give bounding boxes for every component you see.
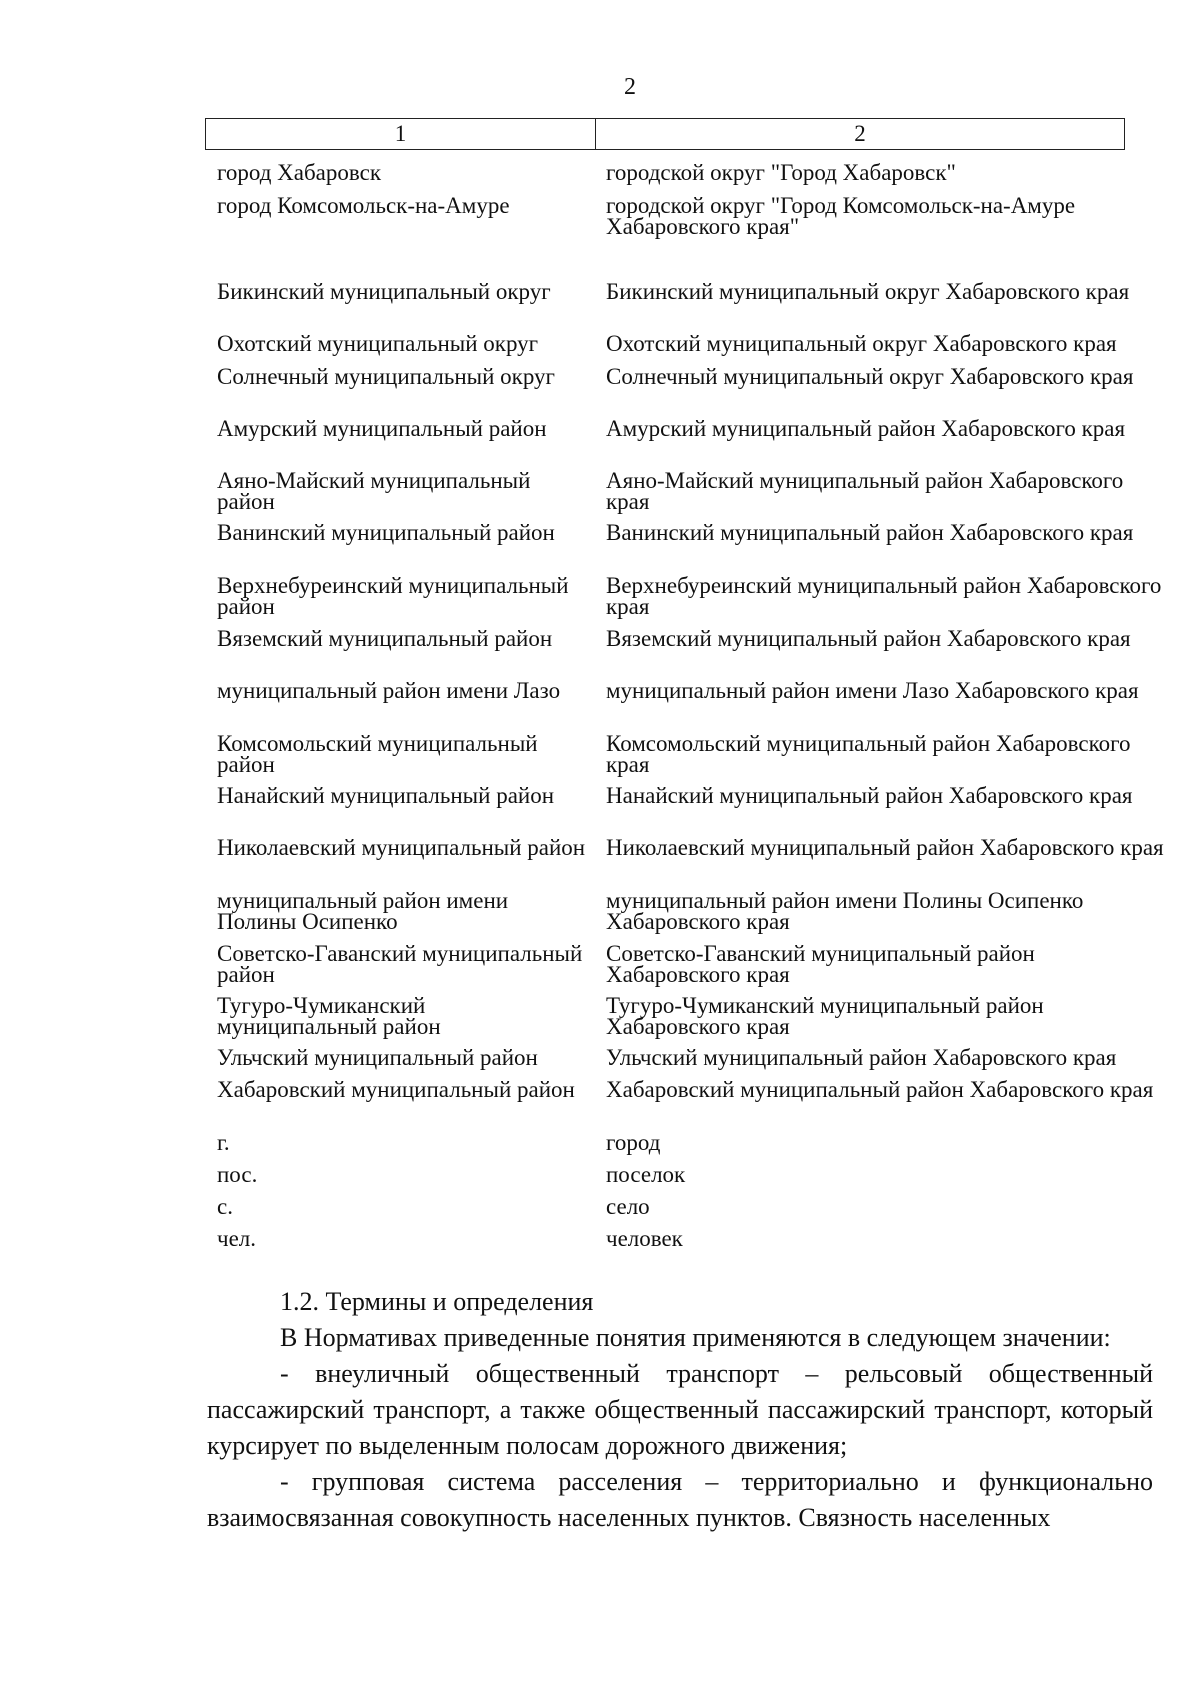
abbreviation-cell: Аяно-Майский муниципальный район xyxy=(217,468,531,514)
table-header xyxy=(205,118,1125,150)
abbreviation-cell: Тугуро-Чумиканский муниципальный район xyxy=(217,993,441,1039)
full-name-cell: Верхнебуреинский муниципальный район Хабаровского края xyxy=(606,573,1162,619)
full-name-cell: муниципальный район имени Полины Осипенко Хабаровского края xyxy=(606,888,1084,934)
column-header-1: 1 xyxy=(206,119,596,149)
abbreviation-cell: Бикинский муниципальный округ xyxy=(217,279,551,304)
paragraph: - внеуличный общественный транспорт – рельсовый общественный пассажирский транспорт, а также общественный пассажирский транспорт, который курсирует по выделенным полосам дорожного движения; xyxy=(207,1359,1153,1460)
abbreviation-cell: город Хабаровск xyxy=(217,160,381,185)
paragraph: - групповая система расселения – территориально и функционально взаимосвязанная совокупность населенных пунктов. Связность населенных xyxy=(207,1467,1153,1532)
full-name-cell: Бикинский муниципальный округ Хабаровского края xyxy=(606,279,1130,304)
full-name-cell: Тугуро-Чумиканский муниципальный район Хабаровского края xyxy=(606,993,1044,1039)
abbreviation-cell: Ульчский муниципальный район xyxy=(217,1045,538,1070)
full-name-cell: Вяземский муниципальный район Хабаровского края xyxy=(606,626,1131,651)
full-name-cell: человек xyxy=(606,1226,683,1251)
paragraph: В Нормативах приведенные понятия применяются в следующем значении: xyxy=(280,1323,1111,1352)
full-name-cell: Ванинский муниципальный район Хабаровского края xyxy=(606,520,1134,545)
full-name-cell: Нанайский муниципальный район Хабаровского края xyxy=(606,783,1133,808)
full-name-cell: Солнечный муниципальный округ Хабаровского края xyxy=(606,364,1134,389)
full-name-cell: город xyxy=(606,1130,661,1155)
full-name-cell: Хабаровский муниципальный район Хабаровского края xyxy=(606,1077,1154,1102)
abbreviation-cell: Ванинский муниципальный район xyxy=(217,520,555,545)
full-name-cell: муниципальный район имени Лазо Хабаровского края xyxy=(606,678,1139,703)
abbreviation-cell: Охотский муниципальный округ xyxy=(217,331,539,356)
page-number: 2 xyxy=(624,74,636,100)
full-name-cell: Советско-Гаванский муниципальный район Хабаровского края xyxy=(606,941,1035,987)
abbreviation-cell: Николаевский муниципальный район xyxy=(217,835,586,860)
full-name-cell: поселок xyxy=(606,1162,686,1187)
abbreviation-cell: Амурский муниципальный район xyxy=(217,416,547,441)
abbreviation-cell: муниципальный район имени Полины Осипенко xyxy=(217,888,509,934)
full-name-cell: Ульчский муниципальный район Хабаровского края xyxy=(606,1045,1117,1070)
abbreviation-cell: г. xyxy=(217,1130,230,1155)
section-text xyxy=(207,1284,1153,1536)
abbreviation-cell: Нанайский муниципальный район xyxy=(217,783,555,808)
abbreviation-cell: Хабаровский муниципальный район xyxy=(217,1077,575,1102)
abbreviation-cell: чел. xyxy=(217,1226,257,1251)
section-heading: 1.2. Термины и определения xyxy=(280,1287,594,1316)
abbreviation-cell: Комсомольский муниципальный район xyxy=(217,731,538,777)
abbreviation-cell: муниципальный район имени Лазо xyxy=(217,678,561,703)
abbreviation-cell: с. xyxy=(217,1194,233,1219)
full-name-cell: Охотский муниципальный округ Хабаровского края xyxy=(606,331,1117,356)
abbreviation-cell: Вяземский муниципальный район xyxy=(217,626,553,651)
full-name-cell: село xyxy=(606,1194,650,1219)
full-name-cell: Комсомольский муниципальный район Хабаровского края xyxy=(606,731,1131,777)
abbreviation-cell: Верхнебуреинский муниципальный район xyxy=(217,573,569,619)
full-name-cell: Николаевский муниципальный район Хабаровского края xyxy=(606,835,1164,860)
abbreviation-cell: Советско-Гаванский муниципальный район xyxy=(217,941,583,987)
abbreviation-cell: пос. xyxy=(217,1162,258,1187)
full-name-cell: городской округ "Город Комсомольск-на-Амуре Хабаровского края" xyxy=(606,193,1076,239)
full-name-cell: городской округ "Город Хабаровск" xyxy=(606,160,956,185)
abbreviation-cell: город Комсомольск-на-Амуре xyxy=(217,193,510,218)
column-header-2: 2 xyxy=(854,121,866,146)
full-name-cell: Амурский муниципальный район Хабаровского края xyxy=(606,416,1126,441)
full-name-cell: Аяно-Майский муниципальный район Хабаровского края xyxy=(606,468,1124,514)
abbreviation-cell: Солнечный муниципальный округ xyxy=(217,364,555,389)
